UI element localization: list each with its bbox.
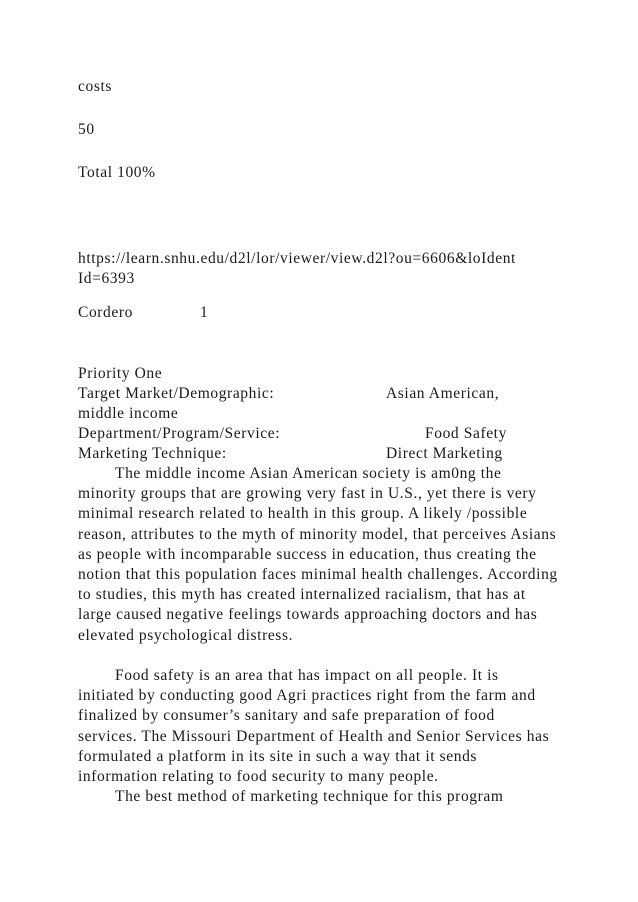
total-text: Total 100% (78, 164, 156, 181)
technique-label: Marketing Technique: (78, 445, 227, 462)
paragraph-food-safety: Food safety is an area that has impact on all people. It is initiated by conducting good Agri practices right from the farm and finalized by consumer’s sanitary and safe preparation of food services. The Missouri Department of Health and Senior Services has formulated a platform in its site in such a way that it sends information relating to food security to many people. (78, 667, 550, 786)
paragraph-asian-american: The middle income Asian American society is am0ng the minority groups that are growing very fast in U.S., yet there is very minimal research related to health in this group. A likely /possible reason, attributes to the myth of minority model, that perceives Asians as people with incomparable success in education, thus creating the notion that this population faces minimal health challenges. According to studies, this myth has created internalized racialism, that has at large caused negative feelings towards approaching doctors and has elevated psychological distress. (78, 465, 558, 644)
costs-text: costs (78, 78, 112, 95)
running-header-name: Cordero (78, 304, 133, 321)
priority-title: Priority One (78, 365, 163, 382)
department-value: Food Safety (425, 425, 507, 442)
technique-value: Direct Marketing (386, 445, 503, 462)
page-number: 1 (200, 304, 209, 321)
department-label: Department/Program/Service: (78, 425, 281, 442)
url-line-1: https://learn.snhu.edu/d2l/lor/viewer/view.d2l?ou=6606&loIdent (78, 250, 516, 267)
target-market-label: Target Market/Demographic: (78, 385, 275, 402)
url-line-2: Id=6393 (78, 270, 135, 287)
fifty-text: 50 (78, 121, 95, 138)
paragraph-marketing-technique: The best method of marketing technique for this program (115, 788, 504, 805)
target-market-value: Asian American, (386, 385, 500, 402)
target-market-value-continued: middle income (78, 405, 179, 422)
